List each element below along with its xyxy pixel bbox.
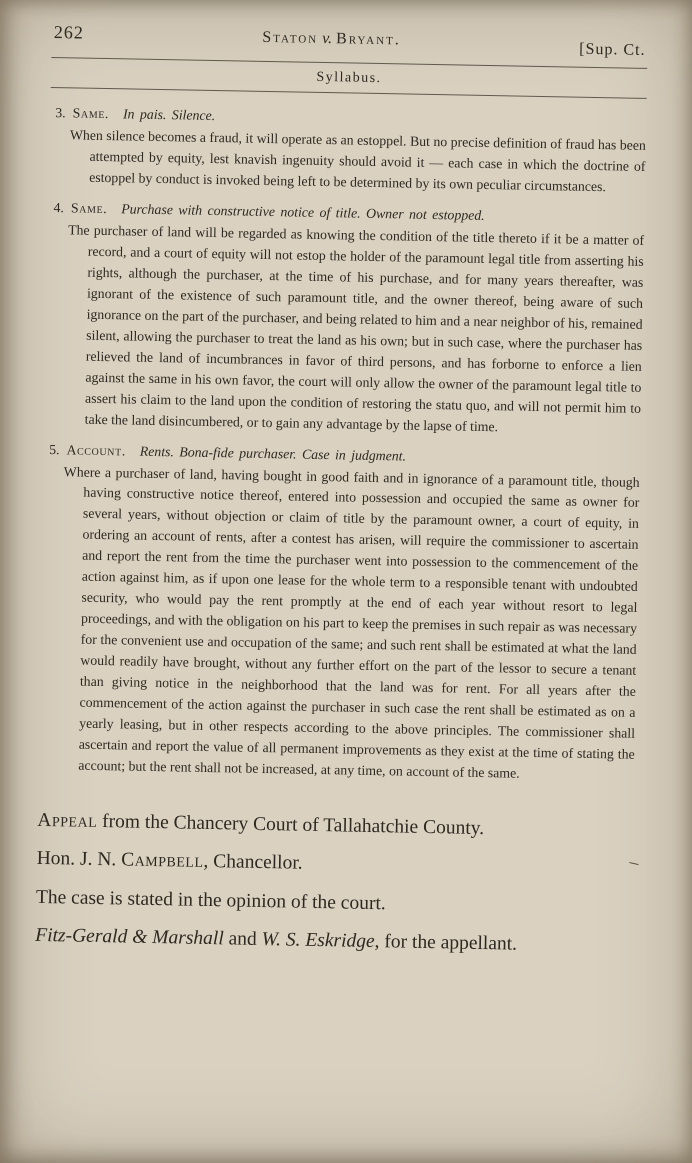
appeal-word: Appeal bbox=[37, 809, 98, 832]
counsel-firm-1: Fitz-Gerald & Marshall bbox=[35, 924, 224, 950]
page-content bbox=[35, 22, 648, 970]
counsel-and: and bbox=[223, 928, 262, 950]
item-number: 5. bbox=[49, 441, 60, 457]
counsel-firm-2: W. S. Eskridge bbox=[261, 928, 375, 952]
item-body: Where a purchaser of land, having bought in good faith and in ignorance of a paramount title, though having constructive notice thereof, entered into possession and occupied the same as owner for several years, without objection or claim of title by the paramount owner, a court of equity, in ordering an account of rents, after a contest has arisen, will require the commissioner to ascertain and report the rent from the time the purchaser went into possession to the commencement of the action against him, as if upon one lease for the whole term to a responsible tenant with undoubted security, who would pay the rent promptly at the end of each year without resort to legal proceedings, and with the obligation on his part to keep the premises in such repair as was necessary for the convenient use and occupation of the same; and such rent shall be estimated at what the land would readily have brought, without any further effort on the part of the lessor to secure a tenant than giving notice in the neighborhood that the land was for rent. For all years after the commencement of the action against the purchaser in such case the rent shall be estimated as on a yearly leasing, but in other respects according to the above principles. The commissioner shall ascertain and report the value of all permanent improvements as they exist at the time of stating the account; but the rent shall not be increased, at any time, on account of the same. bbox=[63, 463, 640, 781]
syllabus-item bbox=[49, 103, 646, 199]
stray-mark: – bbox=[627, 851, 641, 873]
syllabus-section bbox=[38, 103, 646, 787]
case-statement-line: The case is stated in the opinion of the court. bbox=[35, 886, 386, 914]
opinion-intro-section bbox=[35, 806, 641, 961]
counsel-line bbox=[35, 921, 631, 961]
case-title bbox=[262, 29, 401, 50]
item-number: 4. bbox=[53, 199, 65, 216]
judge-suffix: , Chancellor. bbox=[203, 851, 303, 875]
item-catchwords: Rents. Bona-fide purchaser. Case in judgment. bbox=[139, 443, 407, 464]
item-number: 3. bbox=[55, 105, 66, 121]
syllabus-item bbox=[38, 439, 640, 786]
item-body: When silence becomes a fraud, it will operate as an estoppel. But no precise definition of fraud has been attempted by equity, lest knavish ingenuity should avoid it — each case in which the doctrine of estoppel by conduct is invoked being left to be determined by its own peculiar circumstances. bbox=[69, 127, 646, 195]
appeal-line bbox=[37, 806, 633, 846]
page-number: 262 bbox=[53, 22, 84, 43]
case-name-left: Staton bbox=[262, 28, 319, 47]
judge-name: Campbell bbox=[120, 849, 204, 873]
item-label: Account. bbox=[66, 441, 126, 458]
item-catchwords: Purchase with constructive notice of title. Owner not estopped. bbox=[121, 201, 485, 223]
chancellor-line bbox=[36, 844, 641, 884]
item-body: The purchaser of land will be regarded as knowing the condition of the title thereto if it be a matter of record, and a court of equity will not estop the holder of the paramount legal title from asserting his rights, although the purchaser, at the time of his purchase, and for many years thereafter, was ignorant of the existence of such paramount title, and the owner thereof, being aware of such ignorance on the part of the purchaser, and being related to him and a near neighbor of his, remained silent, allowing the purchaser to treat the land as his own; but in such case, where the purchaser has relieved the land of incumbrances in favor of third persons, and has forborne to enforce a lien against the same in his own favor, the court will only allow the owner of the paramount legal title to assert his claim to the land upon the condition of restoring the statu quo, and will not permit him to take the land disincumbered, or to gain any advantage by the lapse of time. bbox=[68, 222, 645, 434]
appeal-rest: from the Chancery Court of Tallahatchie County. bbox=[97, 810, 485, 840]
case-name-right: Bryant. bbox=[335, 30, 401, 49]
item-label: Same. bbox=[72, 105, 110, 122]
versus-abbreviation: v. bbox=[322, 29, 333, 48]
court-label: [Sup. Ct. bbox=[579, 40, 646, 59]
item-catchwords: In pais. Silence. bbox=[122, 106, 216, 124]
syllabus-item bbox=[45, 198, 645, 441]
running-head bbox=[52, 22, 648, 59]
item-label: Same. bbox=[70, 200, 108, 216]
counsel-suffix: , for the appellant. bbox=[374, 930, 518, 955]
judge-prefix: Hon. J. N. bbox=[36, 848, 122, 871]
section-title: Syllabus. bbox=[316, 69, 382, 87]
